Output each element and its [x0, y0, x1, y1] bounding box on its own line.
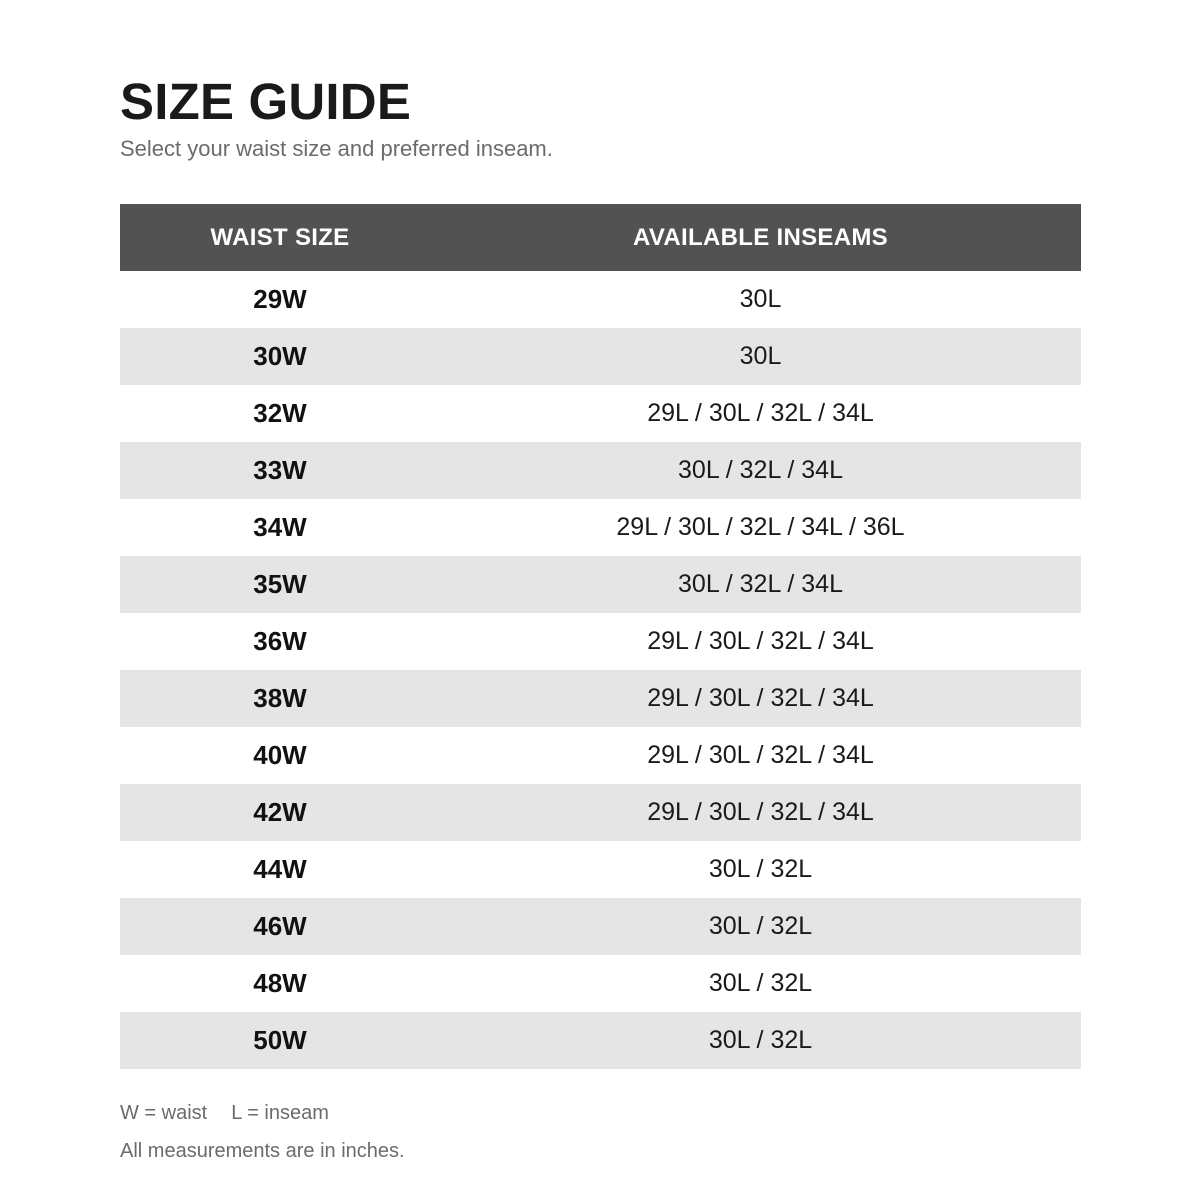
waist-size-cell: 46W [120, 898, 440, 955]
waist-size-cell: 38W [120, 670, 440, 727]
table-row [120, 385, 1081, 442]
table-row [120, 499, 1081, 556]
notes [120, 1100, 1081, 1164]
table-header-row [120, 204, 1081, 271]
table-row [120, 271, 1081, 328]
inseams-cell: 30L / 32L / 34L [440, 442, 1081, 499]
inseams-cell: 30L / 32L [440, 898, 1081, 955]
table-row [120, 442, 1081, 499]
waist-size-cell: 48W [253, 968, 307, 998]
inseams-cell: 29L / 30L / 32L / 34L [647, 627, 874, 655]
column-header-waist: WAIST SIZE [120, 204, 440, 271]
legend-inseam: L = inseam [231, 1102, 329, 1124]
waist-size-cell: 35W [120, 556, 440, 613]
inseams-cell: 30L / 32L / 34L [440, 556, 1081, 613]
table-row [120, 898, 1081, 955]
waist-size-cell: 40W [253, 740, 307, 770]
units-note: All measurements are in inches. [120, 1140, 405, 1162]
waist-size-cell: 44W [253, 854, 307, 884]
page-subtitle: Select your waist size and preferred inseam. [120, 136, 553, 161]
inseams-cell: 29L / 30L / 32L / 34L [647, 399, 874, 427]
waist-size-cell: 34W [253, 512, 307, 542]
legend [120, 1100, 1081, 1126]
inseams-cell: 30L [440, 328, 1081, 385]
waist-size-cell: 50W [120, 1012, 440, 1069]
table-row [120, 556, 1081, 613]
waist-size-cell: 32W [253, 398, 307, 428]
column-header-inseams: AVAILABLE INSEAMS [440, 204, 1081, 271]
waist-size-cell: 33W [120, 442, 440, 499]
table-row [120, 1012, 1081, 1069]
waist-size-cell: 30W [120, 328, 440, 385]
table-row [120, 670, 1081, 727]
waist-size-cell: 36W [253, 626, 307, 656]
inseams-cell: 29L / 30L / 32L / 34L [440, 784, 1081, 841]
size-table [120, 204, 1081, 1069]
waist-size-cell: 29W [253, 284, 307, 314]
table-row [120, 328, 1081, 385]
table-row [120, 955, 1081, 1012]
table-row [120, 784, 1081, 841]
inseams-cell: 30L / 32L [708, 969, 813, 997]
table-row [120, 841, 1081, 898]
inseams-cell: 30L [739, 285, 782, 313]
table-row [120, 613, 1081, 670]
inseams-cell: 29L / 30L / 32L / 34L / 36L [616, 513, 905, 541]
table-row [120, 727, 1081, 784]
inseams-cell: 29L / 30L / 32L / 34L [440, 670, 1081, 727]
waist-size-cell: 42W [120, 784, 440, 841]
legend-waist: W = waist [120, 1102, 208, 1124]
inseams-cell: 30L / 32L [708, 855, 813, 883]
page-title: SIZE GUIDE [120, 73, 412, 130]
table-header [120, 204, 1081, 271]
table-body [120, 271, 1081, 1069]
size-guide [120, 72, 1081, 1164]
inseams-cell: 29L / 30L / 32L / 34L [647, 741, 874, 769]
inseams-cell: 30L / 32L [440, 1012, 1081, 1069]
